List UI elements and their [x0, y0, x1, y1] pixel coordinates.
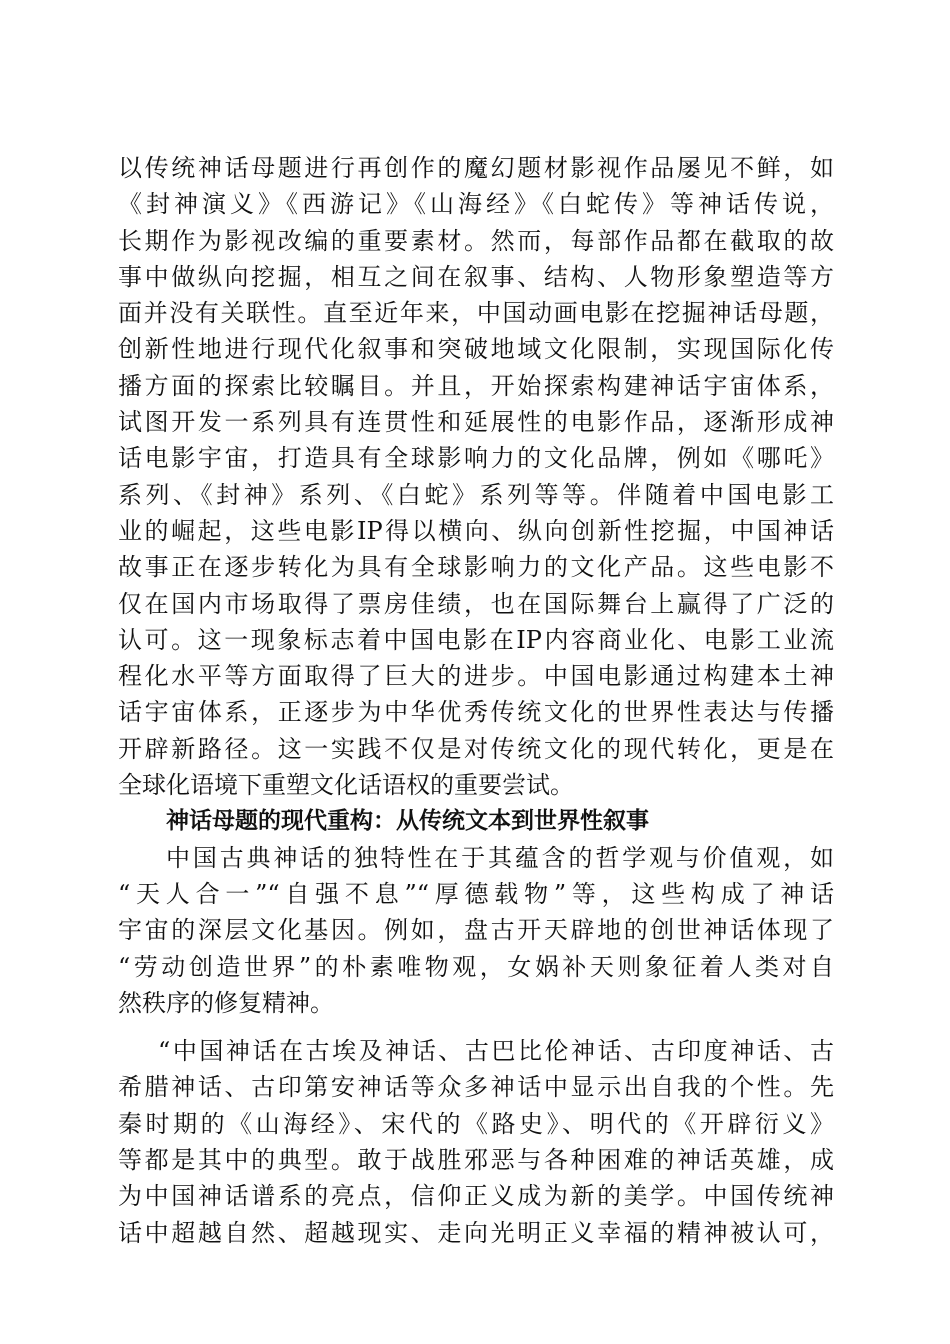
text-line: 程化水平等方面取得了巨大的进步。中国电影通过构建本土神 — [118, 662, 834, 691]
text-line: 秦时期的《山海经》、宋代的《路史》、明代的《开辟衍义》 — [118, 1109, 834, 1138]
text-line: “中国神话在古埃及神话、古巴比伦神话、古印度神话、古 — [158, 1037, 834, 1066]
text-line: 话电影宇宙，打造具有全球影响力的文化品牌，例如《哪吒》 — [118, 444, 834, 473]
text-line: 为中国神话谱系的亮点，信仰正义成为新的美学。中国传统神 — [118, 1182, 834, 1211]
text-line: 业的崛起，这些电影IP得以横向、纵向创新性挖掘，中国神话 — [118, 516, 834, 545]
text-line: 话宇宙体系，正逐步为中华优秀传统文化的世界性表达与传播 — [118, 698, 834, 727]
text-line: 开辟新路径。这一实践不仅是对传统文化的现代转化，更是在 — [118, 734, 834, 763]
text-line: 中国古典神话的独特性在于其蕴含的哲学观与价值观，如 — [166, 843, 834, 872]
document-page — [118, 150, 834, 1251]
text-line: 故事正在逐步转化为具有全球影响力的文化产品。这些电影不 — [118, 553, 834, 582]
text-line: 然秩序的修复精神。 — [118, 988, 334, 1017]
text-line: “劳动创造世界”的朴素唯物观，女娲补天则象征着人类对自 — [118, 952, 834, 981]
text-line: 全球化语境下重塑文化话语权的重要尝试。 — [118, 771, 574, 800]
text-line: “天人合一”“自强不息”“厚德载物”等，这些构成了神话 — [118, 879, 834, 908]
text-line: 仅在国内市场取得了票房佳绩，也在国际舞台上赢得了广泛的 — [118, 589, 834, 618]
text-line: 话中超越自然、超越现实、走向光明正义幸福的精神被认可， — [118, 1218, 834, 1247]
text-line: 系列、《封神》系列、《白蛇》系列等等。伴随着中国电影工 — [118, 480, 834, 509]
paragraph-intro — [118, 150, 834, 803]
text-line: 宇宙的深层文化基因。例如，盘古开天辟地的创世神话体现了 — [118, 916, 834, 945]
text-line: 试图开发一系列具有连贯性和延展性的电影作品，逐渐形成神 — [118, 408, 834, 437]
text-line: 希腊神话、古印第安神话等众多神话中显示出自我的个性。先 — [118, 1073, 834, 1102]
text-line: 等都是其中的典型。敢于战胜邪恶与各种困难的神话英雄，成 — [118, 1146, 834, 1175]
text-line: 事中做纵向挖掘，相互之间在叙事、结构、人物形象塑造等方 — [118, 262, 834, 291]
text-line: 播方面的探索比较瞩目。并且，开始探索构建神话宇宙体系， — [118, 371, 834, 400]
text-line: 长期作为影视改编的重要素材。然而，每部作品都在截取的故 — [118, 226, 834, 255]
text-line: 面并没有关联性。直至近年来，中国动画电影在挖掘神话母题， — [118, 299, 834, 328]
text-line: 认可。这一现象标志着中国电影在IP内容商业化、电影工业流 — [118, 625, 834, 654]
paragraph-philosophy — [118, 840, 834, 1021]
text-line: 《封神演义》《西游记》《山海经》《白蛇传》等神话传说， — [118, 190, 834, 219]
section-heading: 神话母题的现代重构：从传统文本到世界性叙事 — [166, 808, 649, 835]
text-line: 创新性地进行现代化叙事和突破地域文化限制，实现国际化传 — [118, 335, 834, 364]
paragraph-quote — [118, 1033, 834, 1251]
text-line: 以传统神话母题进行再创作的魔幻题材影视作品屡见不鲜，如 — [118, 154, 834, 182]
paragraph-spacer — [118, 1021, 834, 1033]
